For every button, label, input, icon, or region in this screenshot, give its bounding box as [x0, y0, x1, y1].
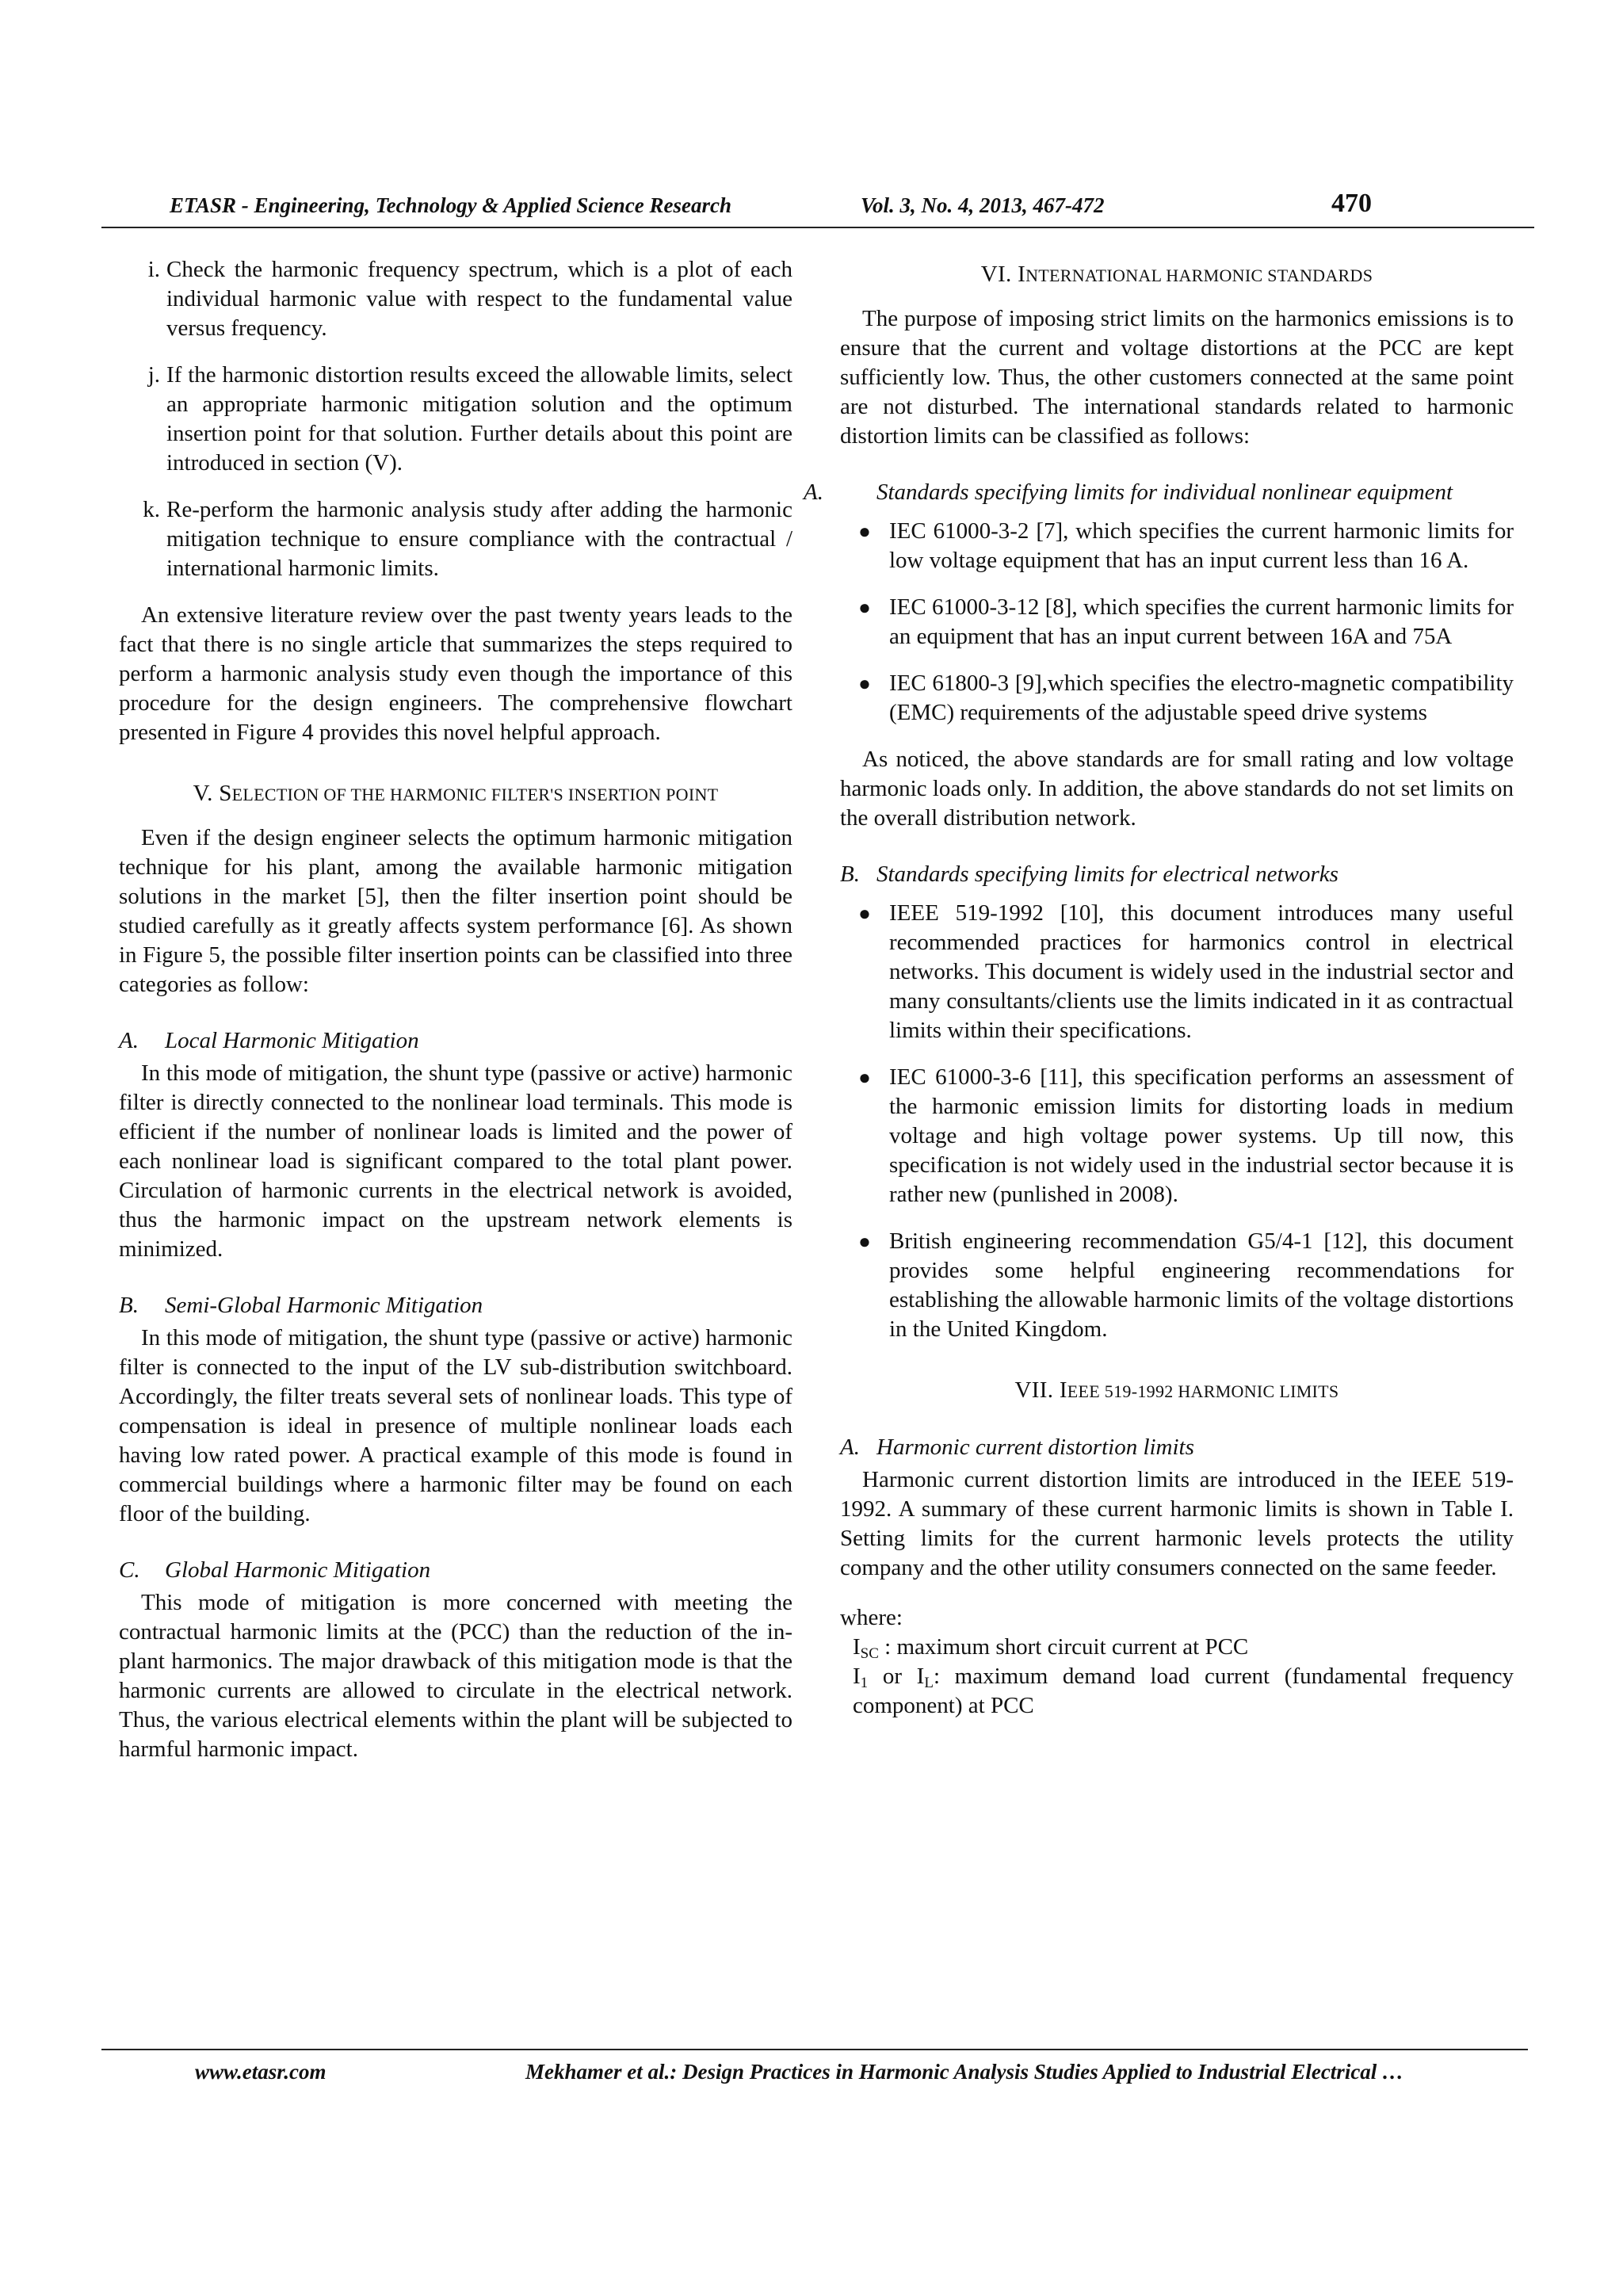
list-text: If the harmonic distortion results exceed the allowable limits, select an appropriate harmonic mitigation solution and the optimum insertion point for that solution. Further details about this point are introduced in section (V). [166, 362, 792, 476]
bullet-item [840, 1227, 1514, 1344]
section-title-rest: ELECTION OF THE HARMONIC FILTER'S INSERTION POINT [231, 785, 719, 804]
list-marker: j. [147, 362, 160, 388]
subsection-c-heading [119, 1556, 792, 1585]
bullet-item [840, 517, 1514, 575]
volume-info: Vol. 3, No. 4, 2013, 467-472 [861, 193, 1105, 217]
page-footer [101, 2049, 1528, 2082]
subsection-a-paragraph: In this mode of mitigation, the shunt type (passive or active) harmonic filter is directly connected to the nonlinear load terminals. This mode is efficient if the number of nonlinear loads is limited and the power of each nonlinear load is significant compared to the total plant power. Circulation of harmonic currents in the electrical network is avoided, thus the harmonic impact on the upstream network elements is minimized. [119, 1060, 792, 1262]
subsection-label: C. [119, 1557, 140, 1583]
noticed-paragraph: As noticed, the above standards are for small rating and low voltage harmonic loads only. In addition, the above standards do not set limits on the overall distribution network. [840, 747, 1514, 831]
subsection-title: Local Harmonic Mitigation [165, 1028, 419, 1053]
definitions-block [840, 1603, 1514, 1721]
subsection-title: Semi-Global Harmonic Mitigation [165, 1293, 483, 1318]
section-title-initial: I [1059, 1377, 1067, 1403]
subsection-a-heading [119, 1026, 792, 1056]
section-title-rest: EEE 519-1992 HARMONIC LIMITS [1067, 1381, 1339, 1401]
list-marker: k. [143, 497, 160, 522]
where-label: where: [840, 1605, 903, 1630]
bullet-icon: ● [858, 1066, 871, 1089]
bullet-icon: ● [858, 596, 871, 619]
subsection-label: A. [804, 479, 823, 505]
bullet-text: IEC 61000-3-2 [7], which specifies the current harmonic limits for low voltage equipment that has an input current less than 16 A. [889, 518, 1514, 573]
subsection-b-paragraph: In this mode of mitigation, the shunt type (passive or active) harmonic filter is connected to the input of the LV sub-distribution switchboard. Accordingly, the filter treats several sets of nonlinear loads. This type of compensation is ideal in presence of multiple nonlinear loads each having low rated power. A practical example of this mode is found in commercial buildings where a harmonic filter may be found on each floor of the building. [119, 1325, 792, 1526]
page-header [101, 187, 1534, 228]
subsection-label: A. [840, 1435, 860, 1460]
bullet-icon: ● [858, 902, 871, 925]
section-vii-paragraph: Harmonic current distortion limits are introduced in the IEEE 519-1992. A summary of these current harmonic limits is shown in Table I. Setting limits for the current harmonic levels protects the utility company and the other utility consumers connected on the same feeder. [840, 1467, 1514, 1580]
bullet-item [840, 669, 1514, 728]
subsection-title: Global Harmonic Mitigation [165, 1557, 431, 1583]
subsection-b-heading [119, 1291, 792, 1320]
section-title-rest: NTERNATIONAL HARMONIC STANDARDS [1025, 266, 1373, 285]
bullet-item [840, 1063, 1514, 1209]
subsection-label: B. [840, 861, 860, 887]
subsection-label: B. [119, 1293, 139, 1318]
bullet-text: British engineering recommendation G5/4-1 [12], this document provides some helpful engineering recommendations for establishing the allowable harmonic limits of the voltage distortions in the United Kingdom. [889, 1228, 1514, 1342]
article-citation: Mekhamer et al.: Design Practices in Harmonic Analysis Studies Applied to Industrial Electrical … [525, 2060, 1404, 2084]
subsection-label: A. [119, 1028, 139, 1053]
subsection-c-paragraph: This mode of mitigation is more concerned with meeting the contractual harmonic limits at the (PCC) than the reduction of the in-plant harmonics. The major drawback of this mitigation mode is that the harmonic currents are allowed to circulate in the electrical network. Thus, the various electrical elements within the plant will be subjected to harmful harmonic impact. [119, 1590, 792, 1762]
bullet-item [840, 899, 1514, 1045]
subsection-title: Standards specifying limits for individual nonlinear equipment [876, 479, 1453, 505]
section-number: VII. [1014, 1377, 1054, 1403]
bullet-text: IEC 61000-3-6 [11], this specification performs an assessment of the harmonic emission limits for distorting loads in medium voltage and high voltage power systems. Up till now, this specification is not widely used in the industrial sector because it is rather new (punlished in 2008). [889, 1064, 1514, 1207]
subsection-title: Harmonic current distortion limits [876, 1435, 1194, 1460]
literature-review-paragraph: An extensive literature review over the past twenty years leads to the fact that there is no single article that summarizes the steps required to perform a harmonic analysis study even though the importance of this procedure for the design engineers. The comprehensive flowchart presented in Figure 4 provides this novel helpful approach. [119, 602, 792, 745]
page-number: 470 [1331, 189, 1372, 218]
subsection-title: Standards specifying limits for electrical networks [876, 861, 1338, 887]
left-column [119, 255, 792, 1764]
subsection-b-heading [840, 860, 1514, 889]
bullet-text: IEC 61000-3-12 [8], which specifies the current harmonic limits for an equipment that has an input current between 16A and 75A [889, 594, 1514, 649]
section-v-paragraph: Even if the design engineer selects the optimum harmonic mitigation technique for his plant, among the available harmonic mitigation solutions in the market [5], then the filter insertion point should be studied carefully as it greatly affects system performance [6]. As shown in Figure 5, the possible filter insertion points can be classified into three categories as follow: [119, 825, 792, 997]
bullet-text: IEC 61800-3 [9],which specifies the electro-magnetic compatibility (EMC) requirements of the adjustable speed drive systems [889, 670, 1514, 725]
list-item-i [119, 255, 792, 343]
list-text: Check the harmonic frequency spectrum, which is a plot of each individual harmonic value with respect to the fundamental value versus frequency. [166, 257, 792, 341]
list-item-k [119, 495, 792, 583]
section-number: V. [193, 781, 213, 806]
section-vi-paragraph: The purpose of imposing strict limits on the harmonics emissions is to ensure that the current and voltage distortions at the PCC are kept sufficiently low. Thus, the other customers connected at the same point are not disturbed. The international standards related to harmonic distortion limits can be classified as follows: [840, 306, 1514, 449]
isc-definition: $I_{SC}$ : maximum short circuit current at PCC [853, 1634, 1249, 1662]
bullet-item [840, 593, 1514, 651]
section-title-initial: I [1018, 262, 1026, 287]
list-marker: i. [147, 257, 160, 282]
website-link[interactable]: www.etasr.com [195, 2060, 327, 2084]
section-vi-heading [840, 260, 1514, 290]
section-v-heading [119, 779, 792, 809]
section-title-initial: S [219, 781, 232, 806]
right-column [804, 255, 1514, 1721]
bullet-text: IEEE 519-1992 [10], this document introduces many useful recommended practices for harmonics control in electrical networks. This document is widely used in the industrial sector and many consultants/clients use the limits indicated in it as contractual limits within their specifications. [889, 900, 1514, 1043]
journal-title: ETASR - Engineering, Technology & Applied Science Research [170, 193, 732, 217]
bullet-icon: ● [858, 1230, 871, 1253]
subsection-a-heading [804, 478, 1514, 507]
section-number: VI. [980, 262, 1012, 287]
il-definition: $I_1$ or $I_L$: maximum demand load current (fundamental frequency component) at PCC [853, 1664, 1514, 1718]
bullet-icon: ● [858, 520, 871, 543]
list-text: Re-perform the harmonic analysis study after adding the harmonic mitigation technique to ensure compliance with the contractual / international harmonic limits. [166, 497, 792, 581]
subsection-vii-a-heading [840, 1433, 1514, 1462]
list-item-j [119, 361, 792, 478]
bullet-icon: ● [858, 672, 871, 695]
section-vii-heading [840, 1376, 1514, 1406]
